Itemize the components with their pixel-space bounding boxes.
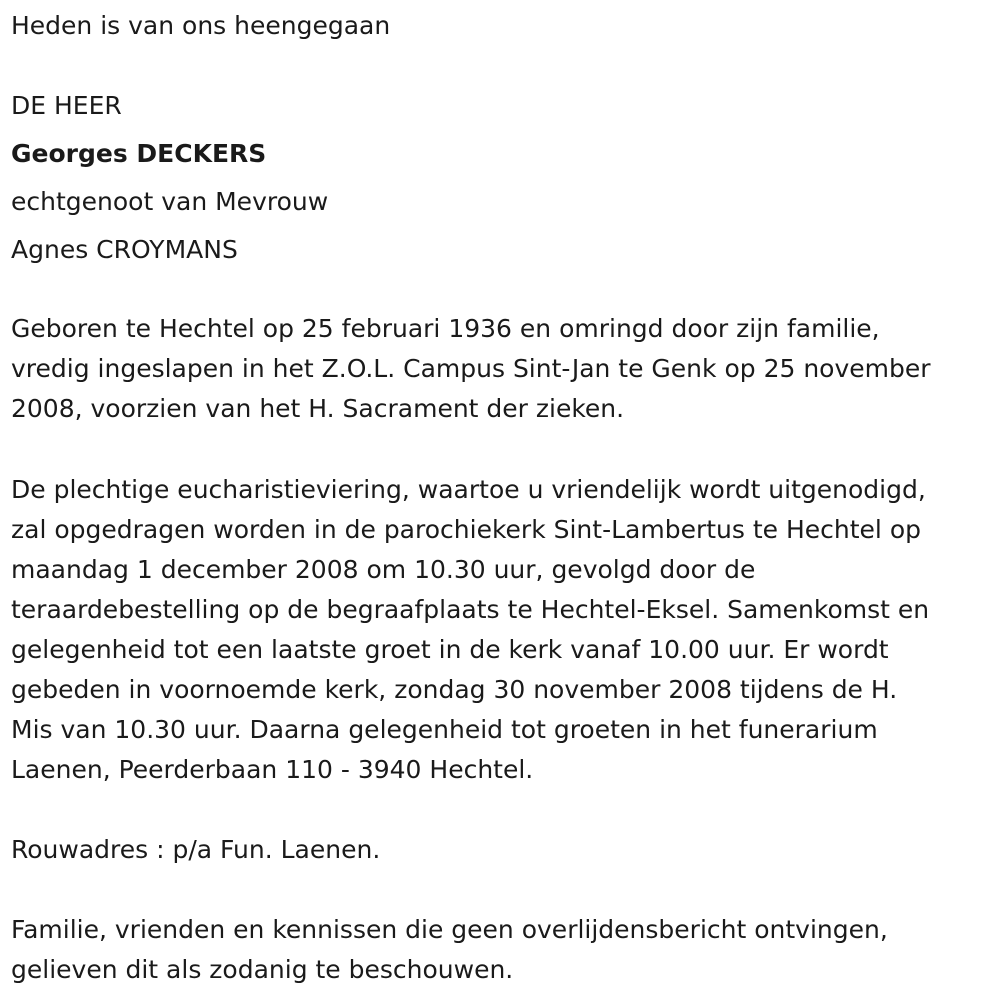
intro-text: Heden is van ons heengegaan bbox=[11, 11, 391, 40]
title-prefix: DE HEER bbox=[11, 91, 122, 120]
mourning-address: Rouwadres : p/a Fun. Laenen. bbox=[11, 835, 381, 864]
ceremony-paragraph: De plechtige eucharistieviering, waartoe u vriendelijk wordt uitgenodigd, zal opgedragen worden in de parochiekerk Sint-Lambertus te Hechtel op maandag 1 december 2008 om 10.30 uur, gevolgd door de teraardebestelling op de begraafplaats te Hechtel-Eksel. Samenkomst en gelegenheid tot een laatste groet in de kerk vanaf 10.00 uur. Er wordt gebeden in voornoemde kerk, zondag 30 november 2008 tijdens de H. Mis van 10.30 uur. Daarna gelegenheid tot groeten in het funerarium Laenen, Peerderbaan 110 - 3940 Hechtel. bbox=[11, 475, 930, 784]
spouse-name: Agnes CROYMANS bbox=[11, 235, 238, 264]
birth-death-paragraph: Geboren te Hechtel op 25 februari 1936 en omringd door zijn familie, vredig ingeslapen in het Z.O.L. Campus Sint-Jan te Genk op 25 november 2008, voorzien van het H. Sacrament der zieken. bbox=[11, 314, 931, 423]
closing-paragraph: Familie, vrienden en kennissen die geen overlijdensbericht ontvingen, gelieven dit als zodanig te beschouwen. bbox=[11, 915, 888, 984]
spouse-line: echtgenoot van Mevrouw bbox=[11, 187, 329, 216]
deceased-name: Georges DECKERS bbox=[11, 139, 267, 168]
